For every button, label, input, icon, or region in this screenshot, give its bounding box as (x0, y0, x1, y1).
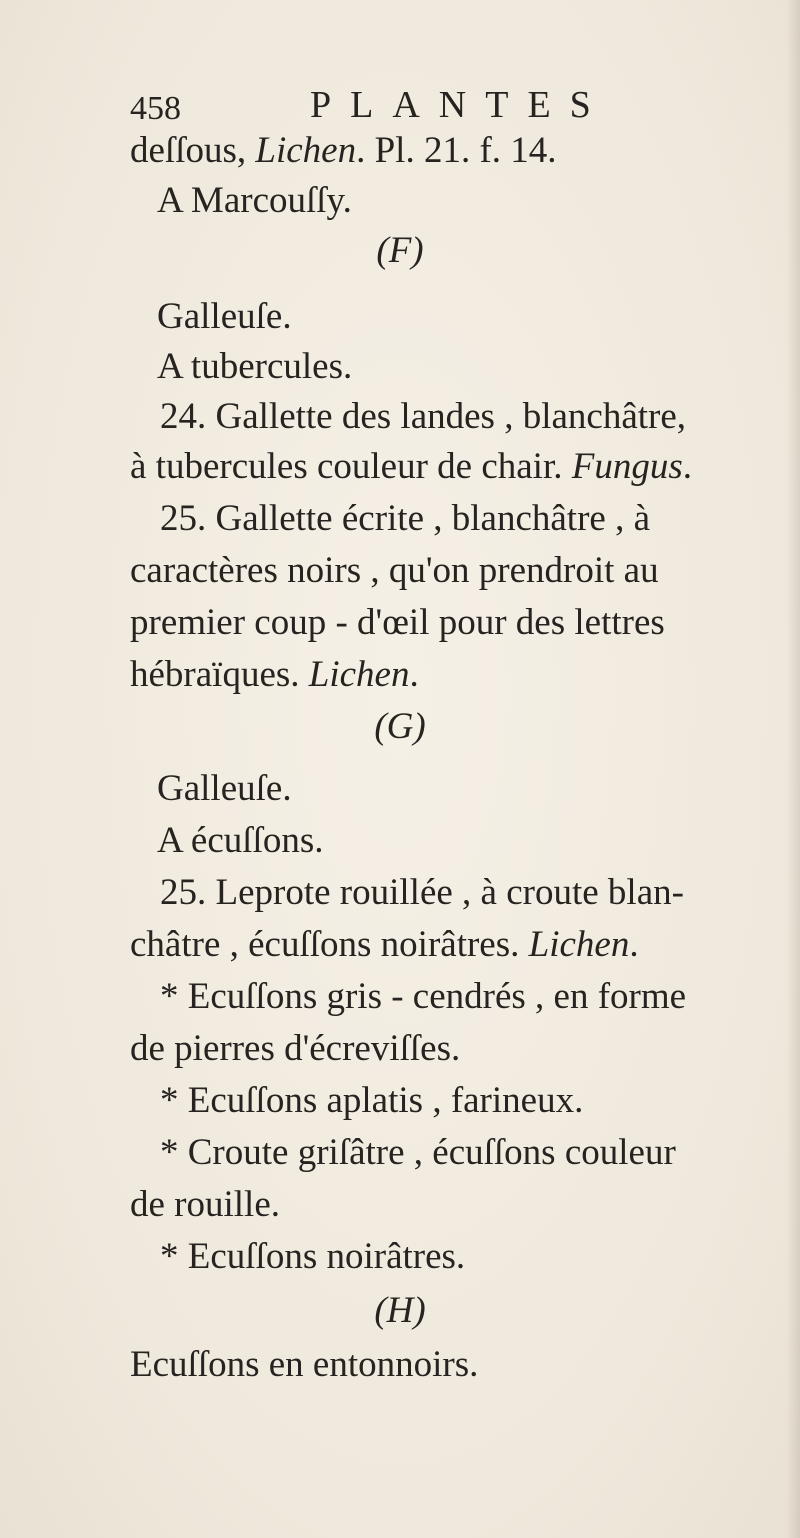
text-line: hébraïques. Lichen. (130, 654, 419, 695)
text-line: A écuſſons. (157, 820, 324, 861)
text-line: de rouille. (130, 1184, 281, 1225)
text-line: 25. Gallette écrite , blanchâtre , à (160, 498, 650, 539)
text-line: 24. Gallette des landes , blanchâtre, (160, 396, 687, 437)
text-line: Ecuſſons en entonnoirs. (130, 1344, 479, 1385)
text-line: * Ecuſſons noirâtres. (160, 1236, 466, 1277)
section-heading: (F) (376, 230, 424, 271)
text-line: caractères noirs , qu'on prendroit au (130, 550, 659, 591)
text-line: Galleuſe. (157, 768, 292, 809)
section-heading: (H) (374, 1290, 426, 1331)
page-number: 458 (130, 90, 181, 127)
text-line: * Ecuſſons gris - cendrés , en forme (160, 976, 687, 1017)
text-line: 25. Leprote rouillée , à croute blan- (160, 872, 684, 913)
text-line: A Marcouſſy. (157, 180, 352, 221)
text-line: châtre , écuſſons noirâtres. Lichen. (130, 924, 639, 965)
text-line: deſſous, Lichen. Pl. 21. f. 14. (130, 130, 557, 171)
running-title (310, 86, 610, 124)
text-line: Galleuſe. (157, 296, 292, 337)
text-line: * Ecuſſons aplatis , farineux. (160, 1080, 584, 1121)
running-title-text: PLANTES (310, 84, 610, 126)
text-line: de pierres d'écreviſſes. (130, 1028, 461, 1069)
text-line: A tubercules. (157, 346, 353, 387)
text-line: premier coup - d'œil pour des lettres (130, 602, 665, 643)
text-line: à tubercules couleur de chair. Fungus. (130, 446, 692, 487)
text-line: * Croute griſâtre , écuſſons couleur (160, 1132, 676, 1173)
section-heading: (G) (374, 706, 426, 747)
